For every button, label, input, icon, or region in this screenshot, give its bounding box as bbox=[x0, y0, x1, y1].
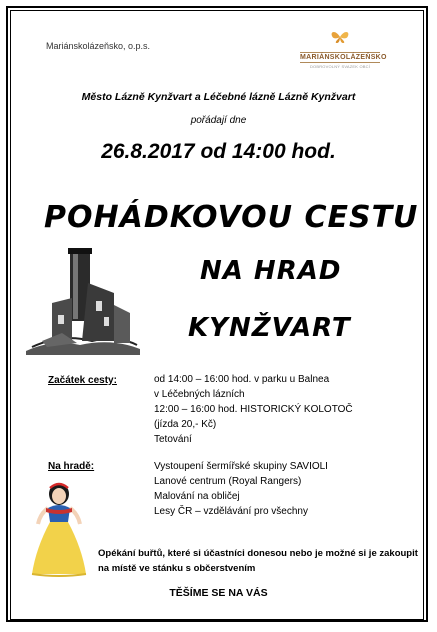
title-line-1: POHÁDKOVOU CESTU bbox=[44, 200, 419, 235]
organize-verb: pořádají dne bbox=[190, 115, 247, 126]
note-text: Opékání buřtů, které si účastníci donesou nebo je možné si je zakoupit na místě ve stánku s občerstvením bbox=[98, 548, 418, 574]
title-line-3: KYNŽVART bbox=[188, 313, 351, 343]
logo-right-brand: MARIÁNSKOLÁZEŇSKO bbox=[300, 54, 387, 61]
logo-mariánskolázeňsko-ops bbox=[46, 41, 150, 51]
start-item: Tetování bbox=[154, 434, 192, 445]
castle-ruin-image bbox=[22, 243, 142, 363]
logo-left-text: Mariánskolázeňsko, o.p.s. bbox=[46, 41, 151, 51]
logo-right-sub: DOBROVOLNÝ SVAZEK OBCÍ bbox=[309, 64, 371, 69]
castle-items bbox=[154, 459, 328, 519]
welcome-text: TĚŠÍME SE NA VÁS bbox=[169, 587, 268, 599]
logo-mariánskolázeňsko-dso bbox=[300, 30, 387, 69]
logo-divider bbox=[300, 52, 380, 53]
title-line-2: NA HRAD bbox=[200, 256, 342, 286]
castle-item: Lanové centrum (Royal Rangers) bbox=[154, 476, 302, 487]
event-date: 26.8.2017 od 14:00 hod. bbox=[101, 140, 336, 163]
start-item: 12:00 – 16:00 hod. HISTORICKÝ KOLOTOČ bbox=[154, 404, 353, 415]
princess-image bbox=[26, 478, 92, 578]
castle-item: Malování na obličej bbox=[154, 491, 240, 502]
start-item: v Léčebných lázních bbox=[154, 389, 245, 400]
castle-item: Vystoupení šermířské skupiny SAVIOLI bbox=[154, 461, 328, 472]
organizers-text: Město Lázně Kynžvart a Léčebné lázně Lázně Kynžvart bbox=[81, 91, 356, 103]
start-item: (jízda 20,- Kč) bbox=[154, 419, 217, 430]
logo-divider-2 bbox=[300, 62, 380, 63]
castle-label: Na hradě: bbox=[48, 461, 95, 472]
start-item: od 14:00 – 16:00 hod. v parku u Balnea bbox=[154, 374, 330, 385]
start-label: Začátek cesty: bbox=[48, 375, 117, 386]
castle-item: Lesy ČR – vzdělávání pro všechny bbox=[154, 506, 308, 517]
start-items bbox=[154, 372, 353, 447]
butterfly-icon bbox=[330, 30, 350, 44]
